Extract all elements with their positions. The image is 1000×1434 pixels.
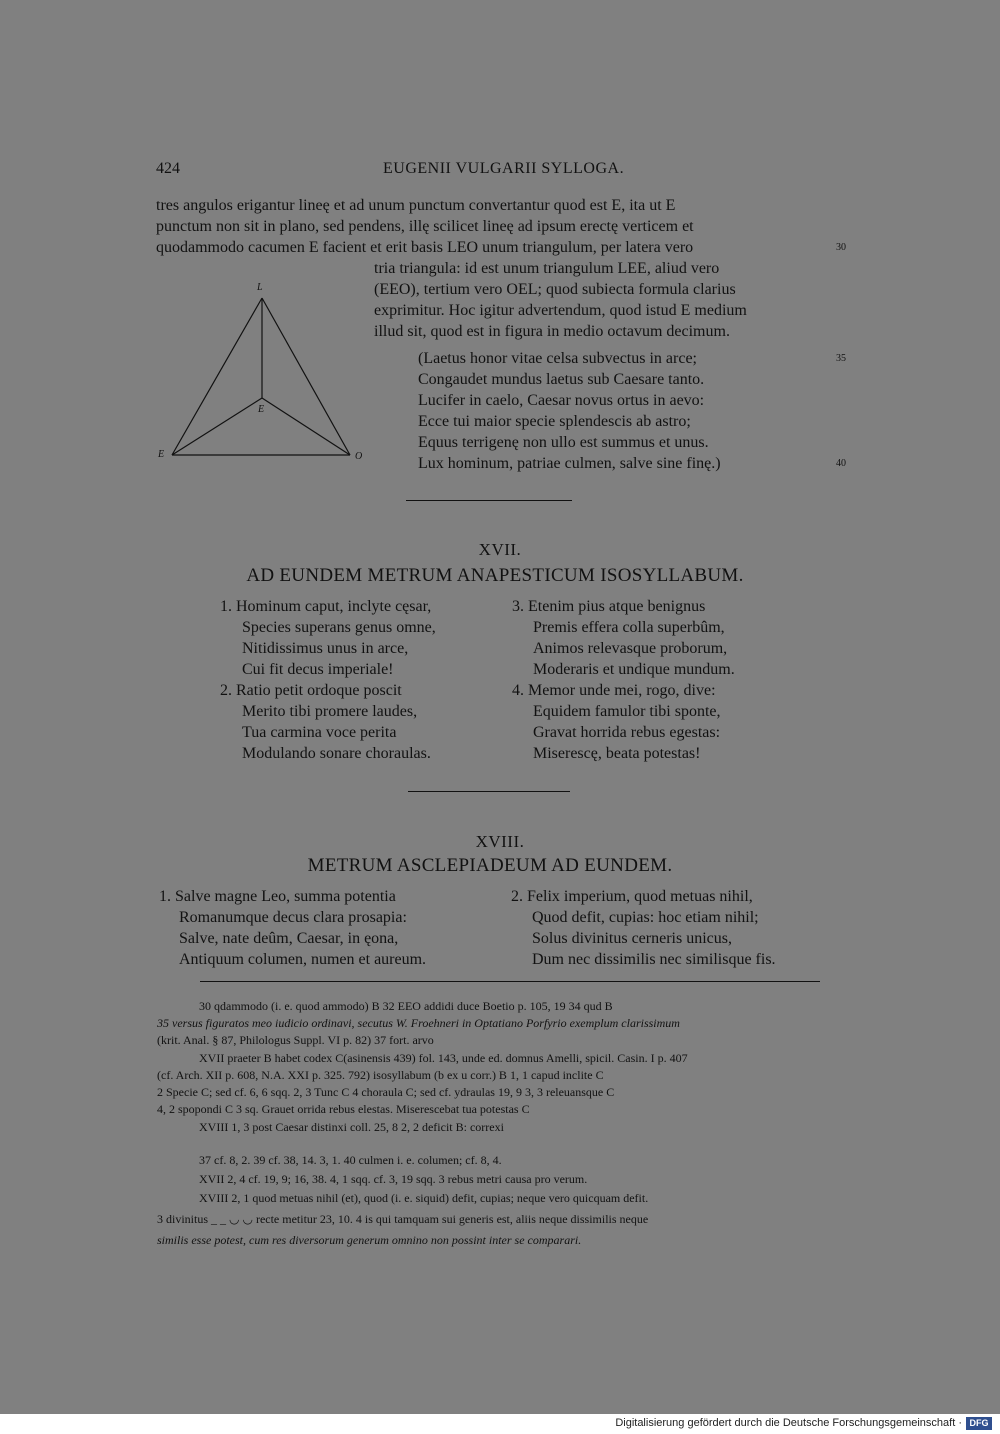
poem17-line: Animos relevasque proborum, [533, 640, 728, 657]
note-line: XVII 2, 4 cf. 19, 9; 16, 38. 4, 1 sqq. cf. 3, 19 sqq. 3 rebus metri causa pro verum. [199, 1172, 588, 1186]
poem17-title: AD EUNDEM METRUM ANAPESTICUM ISOSYLLABUM. [246, 565, 744, 586]
figure-label-e-left: E [158, 449, 165, 460]
poem17-line: Tua carmina voce perita [242, 724, 397, 741]
prose-line: quodammodo cacumen E facient et erit basis LEO unum triangulum, per latera vero [156, 239, 694, 256]
prose-line: illud sit, quod est in figura in medio octavum decimum. [374, 323, 730, 340]
note-line: 37 cf. 8, 2. 39 cf. 38, 14. 3, 1. 40 culmen i. e. columen; cf. 8, 4. [199, 1153, 502, 1167]
poem18-line: 2. Felix imperium, quod metuas nihil, [511, 888, 753, 905]
poem18-title: METRUM ASCLEPIADEUM AD EUNDEM. [307, 855, 673, 876]
digitization-footer [0, 1414, 1000, 1434]
poem17-line: Species superans genus omne, [242, 619, 436, 636]
figure-label-o: O [355, 451, 363, 462]
poem18-line: Salve, nate deûm, Caesar, in ęona, [179, 930, 399, 947]
line-number: 35 [836, 353, 846, 364]
line-number: 40 [836, 458, 846, 469]
poem17-line: 2. Ratio petit ordoque poscit [220, 682, 402, 699]
poem18-line: Antiquum columen, numen et aureum. [179, 951, 427, 968]
poem17-line: Nitidissimus unus in arce, [242, 640, 409, 657]
poem17-line: 4. Memor unde mei, rogo, dive: [512, 682, 716, 699]
prose-line: tria triangula: id est unum triangulum LEE, aliud vero [374, 260, 720, 277]
note-line: (krit. Anal. § 87, Philologus Suppl. VI p. 82) 37 fort. arvo [157, 1033, 434, 1047]
poem17-line: Gravat horrida rebus egestas: [533, 724, 721, 741]
line-number: 30 [836, 242, 846, 253]
poem18-line: Dum nec dissimilis nec similisque fis. [532, 951, 776, 968]
poem17-line: Premis effera colla superbûm, [533, 619, 725, 636]
poem17-number: XVII. [478, 540, 522, 559]
footer-text: Digitalisierung gefördert durch die Deutsche Forschungsgemeinschaft · [615, 1417, 962, 1429]
poem17-line: Modulando sonare choraulas. [242, 745, 431, 762]
poem17-line: Cui fit decus imperiale! [242, 661, 394, 678]
poem17-line: Merito tibi promere laudes, [242, 703, 418, 720]
poem17-line: Moderaris et undique mundum. [533, 661, 735, 678]
section-rule [408, 791, 570, 792]
running-title: EUGENII VULGARII SYLLOGA. [383, 160, 625, 177]
verse-line: Equus terrigenę non ullo est summus et unus. [418, 434, 709, 451]
figure-label-l: L [257, 282, 263, 293]
note-line: 2 Specie C; sed cf. 6, 6 sqq. 2, 3 Tunc C 4 choraula C; sed cf. ydraulas 19, 9 3, 3 releuansque C [157, 1085, 615, 1099]
poem17-line: Miserescę, beata potestas! [533, 745, 701, 762]
note-line: 35 versus figuratos meo iudicio ordinavi, secutus W. Froehneri in Optatiano Porfyrio exemplum clarissimum [157, 1016, 680, 1030]
prose-line: (EEO), tertium vero OEL; quod subiecta formula clarius [374, 281, 736, 298]
poem18-number: XVIII. [475, 832, 525, 851]
figure-label-e-center: E [258, 404, 265, 415]
poem18-line: Quod defit, cupias: hoc etiam nihil; [532, 909, 759, 926]
dfg-logo-icon[interactable]: DFG [966, 1417, 992, 1430]
poem18-line: Solus divinitus cerneris unicus, [532, 930, 732, 947]
poem17-line: 1. Hominum caput, inclyte cęsar, [220, 598, 432, 615]
note-line: similis esse potest, cum res diversorum generum omnino non possint inter se comparari. [157, 1233, 582, 1247]
poem17-line: 3. Etenim pius atque benignus [512, 598, 706, 615]
triangle-figure [160, 280, 370, 470]
prose-line: exprimitur. Hoc igitur advertendum, quod istud E medium [374, 302, 747, 319]
note-line: 3 divinitus _ _ ◡ ◡ recte metitur 23, 10. 4 is qui tamquam sui generis est, aliis neque dissimilis neque [157, 1212, 649, 1226]
poem17-line: Equidem famulor tibi sponte, [533, 703, 721, 720]
note-line: XVIII 2, 1 quod metuas nihil (et), quod (i. e. siquid) defit, cupias; neque vero quicquam defit. [199, 1191, 649, 1205]
verse-line: (Laetus honor vitae celsa subvectus in arce; [418, 350, 697, 367]
section-rule [406, 500, 572, 501]
note-line: XVIII 1, 3 post Caesar distinxi coll. 25, 8 2, 2 deficit B: correxi [199, 1120, 504, 1134]
prose-line: tres angulos erigantur lineę et ad unum punctum convertantur quod est E, ita ut E [156, 197, 676, 214]
notes-rule [200, 981, 820, 982]
page-number: 424 [156, 160, 180, 177]
poem18-line: Romanumque decus clara prosapia: [179, 909, 407, 926]
verse-line: Lux hominum, patriae culmen, salve sine finę.) [418, 455, 721, 472]
note-line: 4, 2 spopondi C 3 sq. Grauet orrida rebus elestas. Miserescebat tua potestas C [157, 1102, 530, 1116]
poem18-line: 1. Salve magne Leo, summa potentia [159, 888, 396, 905]
verse-line: Ecce tui maior specie splendescis ab astro; [418, 413, 691, 430]
verse-line: Congaudet mundus laetus sub Caesare tanto. [418, 371, 705, 388]
note-line: 30 qdammodo (i. e. quod ammodo) B 32 EEO addidi duce Boetio p. 105, 19 34 qud B [199, 999, 613, 1013]
prose-line: punctum non sit in plano, sed pendens, illę scilicet lineę ad ipsum erectę verticem et [156, 218, 694, 235]
note-line: XVII praeter B habet codex C(asinensis 439) fol. 143, unde ed. domnus Amelli, spicil. Casin. I p. 407 [199, 1051, 688, 1065]
verse-line: Lucifer in caelo, Caesar novus ortus in aevo: [418, 392, 705, 409]
note-line: (cf. Arch. XII p. 608, N.A. XXI p. 325. 792) isosyllabum (b ex u corr.) B 1, 1 capud inclite C [157, 1068, 604, 1082]
